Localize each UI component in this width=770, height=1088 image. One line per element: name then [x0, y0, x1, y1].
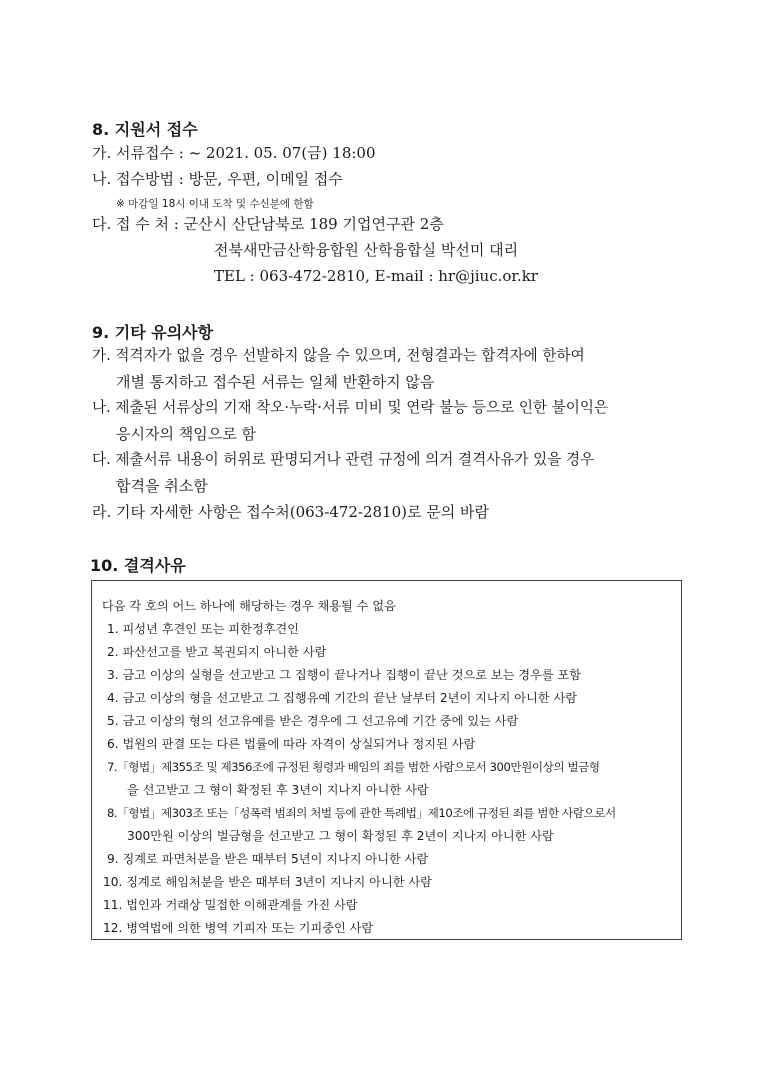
s8-note: ※ 마감일 18시 이내 도착 및 수신분에 한함 [116, 198, 314, 210]
list-item: 11. 법인과 거래상 밀접한 이해관계를 가진 사람 [103, 898, 358, 912]
list-item: 2. 파산선고를 받고 복권되지 아니한 사람 [107, 645, 327, 659]
list-item: 12. 병역법에 의한 병역 기피자 또는 기피중인 사람 [103, 921, 374, 935]
list-item: 5. 금고 이상의 형의 선고유예를 받은 경우에 그 선고유예 기간 중에 있는 사람 [107, 714, 519, 728]
list-item: 7.「형법」제355조 및 제356조에 규정된 횡령과 배임의 죄를 범한 사람으로서 300만원이상의 벌금형 [107, 760, 600, 774]
s8-item-b: 나. 접수방법 : 방문, 우편, 이메일 접수 [92, 170, 343, 188]
s9-item-d: 라. 기타 자세한 사항은 접수처(063-472-2810)로 문의 바람 [92, 503, 489, 521]
section-10-title: 10. 결격사유 [90, 556, 186, 575]
list-item: 9. 징계로 파면처분을 받은 때부터 5년이 지나지 아니한 사람 [107, 852, 429, 866]
list-item: 3. 금고 이상의 실형을 선고받고 그 집행이 끝나거나 집행이 끝난 것으로 보는 경우를 포함 [107, 668, 582, 682]
s9-item-a-line1: 가. 적격자가 없을 경우 선발하지 않을 수 있으며, 전형결과는 합격자에 한하여 [92, 347, 585, 364]
s9-item-c-line2: 합격을 취소함 [116, 477, 208, 495]
section-9-title: 9. 기타 유의사항 [92, 323, 214, 342]
s8-item-c-line3: TEL : 063-472-2810, E-mail : hr@jiuc.or.kr [214, 267, 538, 285]
s8-item-c-line1: 다. 접 수 처 : 군산시 산단남북로 189 기업연구관 2층 [92, 215, 444, 233]
s8-item-a: 가. 서류접수 : ~ 2021. 05. 07(금) 18:00 [92, 144, 376, 162]
s9-item-c-line1: 다. 제출서류 내용이 허위로 판명되거나 관련 규정에 의거 결격사유가 있을 경우 [92, 451, 595, 468]
box-intro: 다음 각 호의 어느 하나에 해당하는 경우 채용될 수 없음 [102, 599, 396, 613]
section-8-title: 8. 지원서 접수 [92, 120, 198, 139]
list-item: 8.「형법」제303조 또는「성폭력 범죄의 처벌 등에 관한 특례법」제10조에 규정된 죄를 범한 사람으로서 [107, 806, 616, 820]
s9-item-b-line1: 나. 제출된 서류상의 기재 착오·누락·서류 미비 및 연락 불능 등으로 인한 불이익은 [92, 399, 609, 416]
disqualification-box [91, 580, 682, 940]
list-item: 6. 법원의 판결 또는 다른 법률에 따라 자격이 상실되거나 정지된 사람 [107, 737, 476, 751]
list-item: 1. 피성년 후견인 또는 피한정후견인 [107, 622, 299, 636]
list-item-continued: 300만원 이상의 벌금형을 선고받고 그 형이 확정된 후 2년이 지나지 아니한 사람 [127, 829, 554, 843]
list-item-continued: 을 선고받고 그 형이 확정된 후 3년이 지나지 아니한 사람 [127, 783, 429, 797]
s8-item-c-line2: 전북새만금산학융합원 산학융합실 박선미 대리 [214, 241, 519, 259]
s9-item-b-line2: 응시자의 책임으로 함 [116, 425, 256, 443]
list-item: 10. 징계로 해임처분을 받은 때부터 3년이 지나지 아니한 사람 [103, 875, 432, 889]
s9-item-a-line2: 개별 통지하고 접수된 서류는 일체 반환하지 않음 [116, 373, 435, 391]
list-item: 4. 금고 이상의 형을 선고받고 그 집행유예 기간의 끝난 날부터 2년이 지나지 아니한 사람 [107, 691, 578, 705]
